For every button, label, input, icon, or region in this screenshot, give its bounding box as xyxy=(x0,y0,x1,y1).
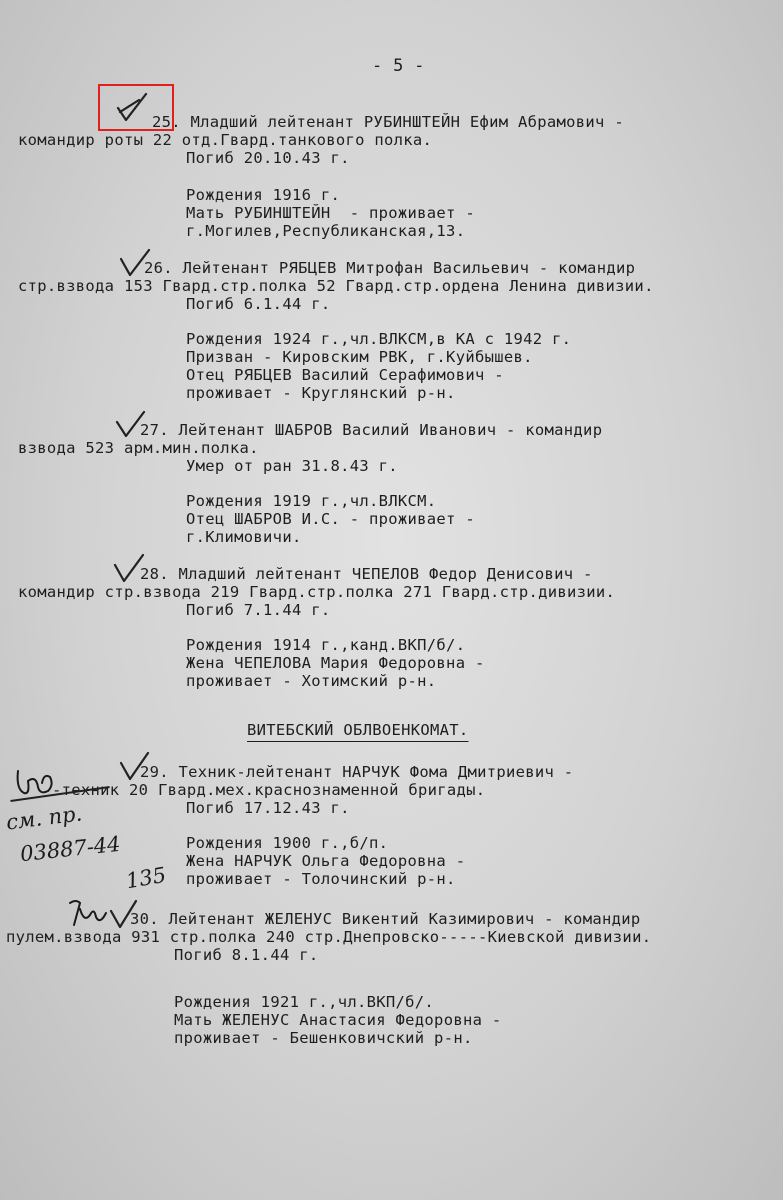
entry-25-line-5: Мать РУБИНШТЕЙН - проживает - xyxy=(186,204,475,222)
check-mark-icon xyxy=(114,408,148,440)
entry-29-line-5: Жена НАРЧУК Ольга Федоровна - xyxy=(186,852,466,870)
check-mark-icon xyxy=(118,247,152,279)
entry-25-line-6: г.Могилев,Республиканская,13. xyxy=(186,222,466,240)
entry-30-line-1: 30. Лейтенант ЖЕЛЕНУС Викентий Казимирович - командир xyxy=(130,910,641,928)
entry-26-line-4: Рождения 1924 г.,чл.ВЛКСМ,в КА с 1942 г. xyxy=(186,330,572,348)
handwritten-note-page: 135 xyxy=(124,862,168,894)
entry-25-line-4: Рождения 1916 г. xyxy=(186,186,341,204)
entry-27-line-2: взвода 523 арм.мин.полка. xyxy=(18,439,259,457)
entry-25-line-2: командир роты 22 отд.Гвард.танкового полка. xyxy=(18,131,433,149)
entry-29-line-6: проживает - Толочинский р-н. xyxy=(186,870,456,888)
entry-27-line-5: Отец ШАБРОВ И.С. - проживает - xyxy=(186,510,475,528)
entry-28-line-1: 28. Младший лейтенант ЧЕПЕЛОВ Федор Денисович - xyxy=(140,565,593,583)
entry-26-line-3: Погиб 6.1.44 г. xyxy=(186,295,331,313)
entry-25-line-3: Погиб 20.10.43 г. xyxy=(186,149,350,167)
entry-30-line-2: пулем.взвода 931 стр.полка 240 стр.Днепровско-----Киевской дивизии. xyxy=(6,928,652,946)
entry-30-line-5: Мать ЖЕЛЕНУС Анастасия Федоровна - xyxy=(174,1011,502,1029)
entry-29-line-3: Погиб 17.12.43 г. xyxy=(186,799,350,817)
entry-26-line-7: проживает - Круглянский р-н. xyxy=(186,384,456,402)
entry-28-line-2: командир стр.взвода 219 Гвард.стр.полка 271 Гвард.стр.дивизии. xyxy=(18,583,616,601)
entry-29-line-4: Рождения 1900 г.,б/п. xyxy=(186,834,389,852)
entry-30-line-6: проживает - Бешенковичский р-н. xyxy=(174,1029,473,1047)
check-mark-icon xyxy=(118,751,152,783)
check-mark-icon xyxy=(108,899,142,931)
entry-29-line-1: 29. Техник-лейтенант НАРЧУК Фома Дмитриевич - xyxy=(140,763,574,781)
handwritten-note-number: 03887-44 xyxy=(19,831,122,867)
entry-28-line-5: Жена ЧЕПЕЛОВА Мария Федоровна - xyxy=(186,654,485,672)
entry-26-line-1: 26. Лейтенант РЯБЦЕВ Митрофан Васильевич - командир xyxy=(144,259,636,277)
entry-28-line-3: Погиб 7.1.44 г. xyxy=(186,601,331,619)
entry-27-line-1: 27. Лейтенант ШАБРОВ Василий Иванович - командир xyxy=(140,421,603,439)
entry-27-line-6: г.Климовичи. xyxy=(186,528,302,546)
entry-27-line-3: Умер от ран 31.8.43 г. xyxy=(186,457,398,475)
section-heading: ВИТЕБСКИЙ ОБЛВОЕНКОМАТ. xyxy=(247,721,469,739)
entry-27-line-4: Рождения 1919 г.,чл.ВЛКСМ. xyxy=(186,492,437,510)
entry-26-line-2: стр.взвода 153 Гвард.стр.полка 52 Гвард.стр.ордена Ленина дивизии. xyxy=(18,277,654,295)
check-mark-icon xyxy=(112,553,146,585)
entry-29-line-2: -техник 20 Гвард.мех.краснознаменной бригады. xyxy=(52,781,486,799)
entry-28-line-6: проживает - Хотимский р-н. xyxy=(186,672,437,690)
page-number: - 5 - xyxy=(372,56,425,76)
entry-26-line-6: Отец РЯБЦЕВ Василий Серафимович - xyxy=(186,366,504,384)
highlight-box xyxy=(98,84,174,131)
entry-25-line-1: 25. Младший лейтенант РУБИНШТЕЙН Ефим Абрамович - xyxy=(152,113,624,131)
entry-26-line-5: Призван - Кировским РВК, г.Куйбышев. xyxy=(186,348,533,366)
entry-30-line-4: Рождения 1921 г.,чл.ВКП/б/. xyxy=(174,993,435,1011)
handwritten-note-ref: см. пр. xyxy=(4,801,84,835)
entry-28-line-4: Рождения 1914 г.,канд.ВКП/б/. xyxy=(186,636,466,654)
entry-30-line-3: Погиб 8.1.44 г. xyxy=(174,946,319,964)
